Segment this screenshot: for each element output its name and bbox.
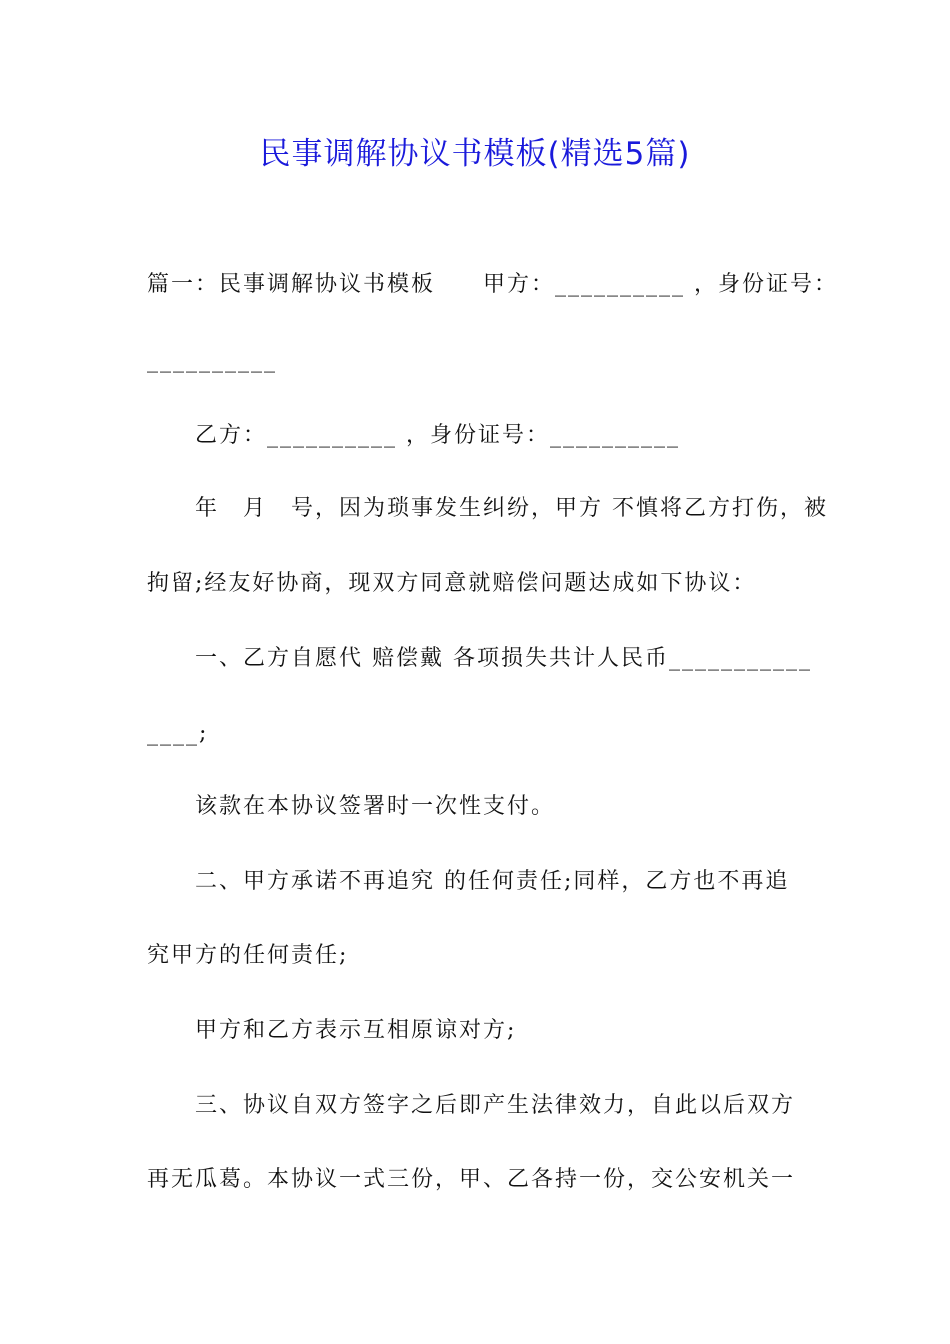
text-line-5: 拘留;经友好协商，现双方同意就赔偿问题达成如下协议： [147,571,757,596]
text-line-7: ____; [147,721,209,746]
text-line-12: 三、协议自双方签字之后即产生法律效力，自此以后双方 [195,1093,796,1118]
text-line-11: 甲方和乙方表示互相原谅对方; [195,1018,517,1043]
text-line-8: 该款在本协议签署时一次性支付。 [195,794,556,819]
text-line-4: 年 月 号，因为琐事发生纠纷，甲方 不慎将乙方打伤，被 [195,496,828,521]
text-line-3: 乙方：__________ ，身份证号：__________ [195,423,680,448]
text-line-6: 一、乙方自愿代 赔偿戴 各项损失共计人民币___________ [195,646,812,671]
document-title: 民事调解协议书模板(精选5篇) [259,136,691,172]
text-line-1: 篇一：民事调解协议书模板 甲方：__________ ，身份证号： [147,272,838,297]
text-line-9: 二、甲方承诺不再追究 的任何责任;同样，乙方也不再追 [195,869,790,894]
text-line-13: 再无瓜葛。本协议一式三份，甲、乙各持一份，交公安机关一 [147,1167,796,1192]
text-line-2: __________ [147,348,277,373]
text-line-10: 究甲方的任何责任; [147,943,349,968]
